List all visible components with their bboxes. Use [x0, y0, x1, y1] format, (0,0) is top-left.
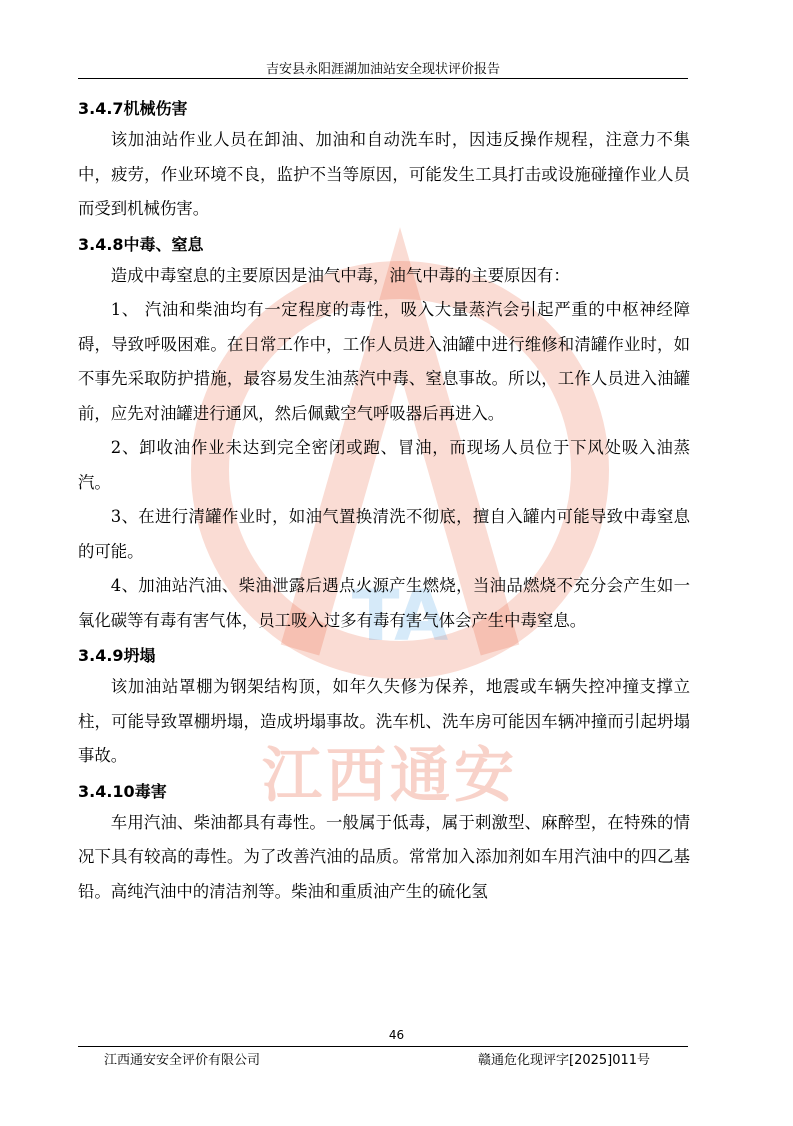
paragraph: 1、 汽油和柴油均有一定程度的毒性，吸入大量蒸汽会引起严重的中枢神经障碍，导致呼吸困难。在日常工作中，工作人员进入油罐中进行维修和清罐作业时，如不事先采取防护措施，最容易发生油蒸汽中毒、窒息事故。所以，工作人员进入油罐前，应先对油罐进行通风，然后佩戴空气呼吸器后再进入。 — [78, 300, 690, 423]
paragraph: 3、在进行清罐作业时，如油气置换清洗不彻底，擅自入罐内可能导致中毒窒息的可能。 — [78, 507, 690, 561]
paragraph: 车用汽油、柴油都具有毒性。一般属于低毒，属于刺激型、麻醉型，在特殊的情况下具有较高的毒性。为了改善汽油的品质。常常加入添加剂如车用汽油中的四乙基铅。高纯汽油中的清洁剂等。柴油和重质油产生的硫化氢 — [78, 812, 690, 901]
watermark-text: 江西通安 — [262, 741, 518, 811]
section-collapse — [78, 642, 690, 774]
section-poisoning-suffocation — [78, 231, 690, 639]
section-heading: 3.4.10毒害 — [78, 781, 167, 801]
section-toxicity — [78, 778, 690, 910]
svg-text:TA: TA — [351, 575, 449, 657]
section-heading: 3.4.9坍塌 — [78, 646, 156, 665]
paragraph: 该加油站罩棚为钢架结构顶，如年久失修为保养，地震或车辆失控冲撞支撑立柱，可能导致罩棚坍塌，造成坍塌事故。洗车机、洗车房可能因车辆冲撞而引起坍塌事故。 — [78, 677, 690, 765]
footer-report-number: 赣通危化现评字[2025]011号 — [478, 1053, 651, 1068]
section-heading: 3.4.7机械伤害 — [78, 99, 188, 118]
page-header-title: 吉安县永阳涯湖加油站安全现状评价报告 — [265, 62, 500, 77]
paragraph: 2、卸收油作业未达到完全密闭或跑、冒油，而现场人员位于下风处吸入油蒸汽。 — [78, 438, 690, 492]
header-divider — [78, 78, 688, 79]
section-mechanical-injury — [78, 95, 690, 227]
footer-company: 江西通安安全评价有限公司 — [104, 1053, 261, 1068]
paragraph: 4、加油站汽油、柴油泄露后遇点火源产生燃烧，当油品燃烧不充分会产生如一氧化碳等有毒有害气体，员工吸入过多有毒有害气体会产生中毒窒息。 — [78, 576, 690, 630]
footer-divider — [78, 1046, 688, 1047]
section-heading: 3.4.8中毒、窒息 — [78, 234, 204, 254]
document-body — [78, 93, 690, 913]
page-number: 46 — [388, 1028, 405, 1042]
paragraph: 造成中毒窒息的主要原因是油气中毒，油气中毒的主要原因有： — [110, 265, 570, 285]
paragraph: 该加油站作业人员在卸油、加油和自动洗车时，因违反操作规程，注意力不集中，疲劳，作业环境不良，监护不当等原因，可能发生工具打击或设施碰撞作业人员而受到机械伤害。 — [78, 130, 690, 218]
